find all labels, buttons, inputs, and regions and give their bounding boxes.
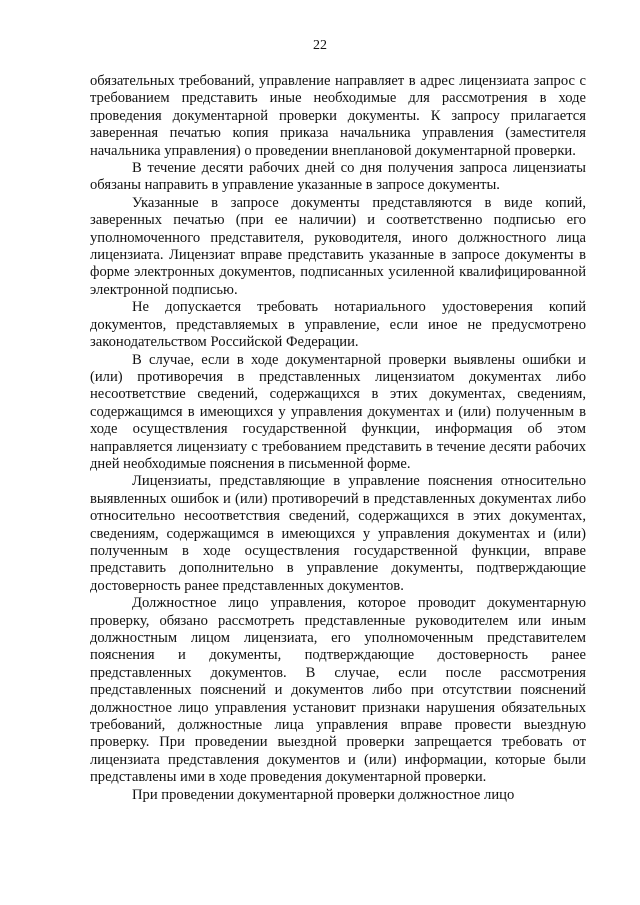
paragraph-truncated: При проведении документарной проверки должностное лицо xyxy=(132,786,515,803)
document-body xyxy=(90,73,586,804)
paragraph: Указанные в запросе документы представляются в виде копий, заверенных печатью (при ее наличии) и соответственно подписью его уполномоченного представителя, руководителя, иного должностного лица лицензиата. Лицензиат вправе представить указанные в запросе документы в форме электронных документов, подписанных усиленной квалифицированной электронной подписью. xyxy=(90,194,586,298)
paragraph: В случае, если в ходе документарной проверки выявлены ошибки и (или) противоречия в представленных лицензиатом документах либо несоответствие сведений, содержащихся в этих документах, сведениям, содержащимся в имеющихся у управления документах и (или) полученным в ходе осуществления государственной функции, информация об этом направляется лицензиату с требованием представить в течение десяти рабочих дней необходимые пояснения в письменной форме. xyxy=(90,351,586,472)
paragraph: Не допускается требовать нотариального удостоверения копий документов, представляемых в управление, если иное не предусмотрено законодательством Российской Федерации. xyxy=(90,299,586,351)
page-number: 22 xyxy=(313,38,327,53)
paragraph: Должностное лицо управления, которое проводит документарную проверку, обязано рассмотреть представленные руководителем или иным должностным лицом лицензиата, его уполномоченным представителем пояснения и документы, подтверждающие достоверность ранее представленных документов. В случае, если после рассмотрения представленных пояснений и документов либо при отсутствии пояснений должностное лицо управления установит признаки нарушения обязательных требований, должностные лица управления вправе провести выездную проверку. При проведении выездной проверки запрещается требовать от лицензиата представления документов и (или) информации, которые были представлены ими в ходе проведения документарной проверки. xyxy=(90,595,586,786)
paragraph: Лицензиаты, представляющие в управление пояснения относительно выявленных ошибок и (или) противоречий в представленных документах либо относительно несоответствия сведений, содержащихся в этих документах, сведениям, содержащимся в имеющихся у управления документах и (или) полученным в ходе осуществления государственной функции, вправе представить дополнительно в управление документы, подтверждающие достоверность ранее представленных документов. xyxy=(90,473,586,594)
paragraph-continuation: обязательных требований, управление направляет в адрес лицензиата запрос с требованием представить иные необходимые для рассмотрения в ходе проведения документарной проверки документы. К запросу прилагается заверенная печатью копия приказа начальника управления (заместителя начальника управления) о проведении внеплановой документарной проверки. xyxy=(90,73,586,159)
paragraph: В течение десяти рабочих дней со дня получения запроса лицензиаты обязаны направить в управление указанные в запросе документы. xyxy=(90,160,586,194)
